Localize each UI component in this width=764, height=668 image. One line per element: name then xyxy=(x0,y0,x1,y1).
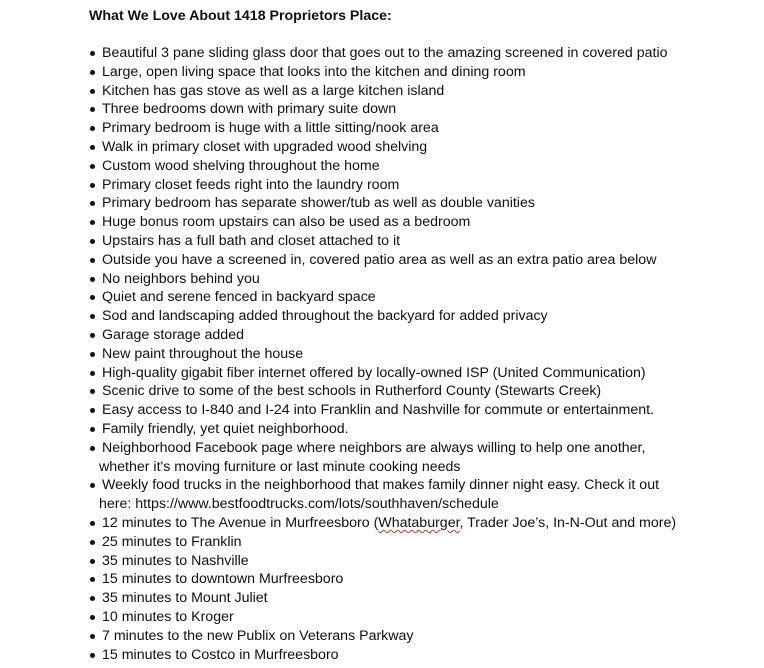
document-title: What We Love About 1418 Proprietors Place: xyxy=(89,8,392,24)
list-item-text: New paint throughout the house xyxy=(102,345,304,362)
list-item-text: 35 minutes to Mount Juliet xyxy=(102,590,268,607)
list-item-text: Primary bedroom is huge with a little sitting/nook area xyxy=(102,120,439,137)
list-item xyxy=(89,608,759,627)
list-item-text: Family friendly, yet quiet neighborhood. xyxy=(102,420,349,437)
list-item xyxy=(89,63,759,82)
list-item xyxy=(89,44,759,63)
list-item xyxy=(89,476,759,514)
document-page xyxy=(89,7,759,664)
list-item xyxy=(89,326,759,345)
list-item-text: 35 minutes to Nashville xyxy=(102,552,249,569)
list-item-text: 15 minutes to downtown Murfreesboro xyxy=(102,571,344,588)
list-item-text: Walk in primary closet with upgraded wood shelving xyxy=(102,138,428,155)
list-item-text-part: 12 minutes to The Avenue in Murfreesboro ( xyxy=(102,514,379,531)
list-item-text: Kitchen has gas stove as well as a large kitchen island xyxy=(102,82,445,99)
list-item-text: Primary closet feeds right into the laundry room xyxy=(102,176,400,193)
list-item xyxy=(89,364,759,383)
list-item-text: Three bedrooms down with primary suite down xyxy=(102,101,397,118)
spellcheck-flagged-word: Whataburger xyxy=(378,514,460,531)
list-item-text: Sod and landscaping added throughout the backyard for added privacy xyxy=(102,308,548,325)
list-item xyxy=(89,345,759,364)
list-item xyxy=(89,232,759,251)
list-item-text-continued: here: https://www.bestfoodtrucks.com/lots/southhaven/schedule xyxy=(99,496,499,513)
list-item xyxy=(89,514,759,533)
list-item xyxy=(89,194,759,213)
list-item-text: High-quality gigabit fiber internet offered by locally-owned ISP (United Communication) xyxy=(102,364,646,381)
list-item xyxy=(89,82,759,101)
list-item xyxy=(89,270,759,289)
list-item-text: Beautiful 3 pane sliding glass door that goes out to the amazing screened in covered patio xyxy=(102,45,668,61)
list-item-text: Primary bedroom has separate shower/tub as well as double vanities xyxy=(102,195,535,212)
list-item xyxy=(89,100,759,119)
list-item xyxy=(89,646,759,665)
list-item xyxy=(89,533,759,552)
list-item xyxy=(89,570,759,589)
list-item xyxy=(89,213,759,232)
list-item-text: Custom wood shelving throughout the home xyxy=(102,157,380,174)
list-item-text: 15 minutes to Costco in Murfreesboro xyxy=(102,646,339,663)
list-item-text: 10 minutes to Kroger xyxy=(102,608,234,625)
list-item-text: Neighborhood Facebook page where neighbors are always willing to help one another, xyxy=(102,439,646,456)
list-item-text: Upstairs has a full bath and closet attached to it xyxy=(102,232,401,249)
list-item xyxy=(89,420,759,439)
list-item xyxy=(89,589,759,608)
list-item-text: Large, open living space that looks into the kitchen and dining room xyxy=(102,63,526,80)
list-item-text: No neighbors behind you xyxy=(102,270,260,287)
list-item xyxy=(89,157,759,176)
list-item-text: Quiet and serene fenced in backyard space xyxy=(102,289,376,306)
list-item xyxy=(89,251,759,270)
list-item xyxy=(89,401,759,420)
list-item xyxy=(89,288,759,307)
list-item xyxy=(89,627,759,646)
list-item xyxy=(89,307,759,326)
list-item-text: Scenic drive to some of the best schools in Rutherford County (Stewarts Creek) xyxy=(102,383,602,400)
list-item-text: Outside you have a screened in, covered patio area as well as an extra patio area below xyxy=(102,251,657,268)
list-item-text: 25 minutes to Franklin xyxy=(102,533,242,550)
list-item xyxy=(89,552,759,571)
list-item xyxy=(89,119,759,138)
list-item-text-continued: whether it's moving furniture or last minute cooking needs xyxy=(99,458,461,475)
list-item-text: Weekly food trucks in the neighborhood that makes family dinner night easy. Check it out xyxy=(102,477,660,494)
list-item xyxy=(89,382,759,401)
list-item-text: Garage storage added xyxy=(102,326,244,343)
list-item xyxy=(89,138,759,157)
list-item-text: 7 minutes to the new Publix on Veterans Parkway xyxy=(102,627,414,644)
list-item-text-part: , Trader Joe’s, In-N-Out and more) xyxy=(459,514,677,531)
list-item-text: Easy access to I-840 and I-24 into Franklin and Nashville for commute or entertainment. xyxy=(102,402,655,419)
feature-list xyxy=(89,44,759,664)
list-item xyxy=(89,176,759,195)
list-item xyxy=(89,439,759,477)
list-item-text: Huge bonus room upstairs can also be used as a bedroom xyxy=(102,214,471,231)
